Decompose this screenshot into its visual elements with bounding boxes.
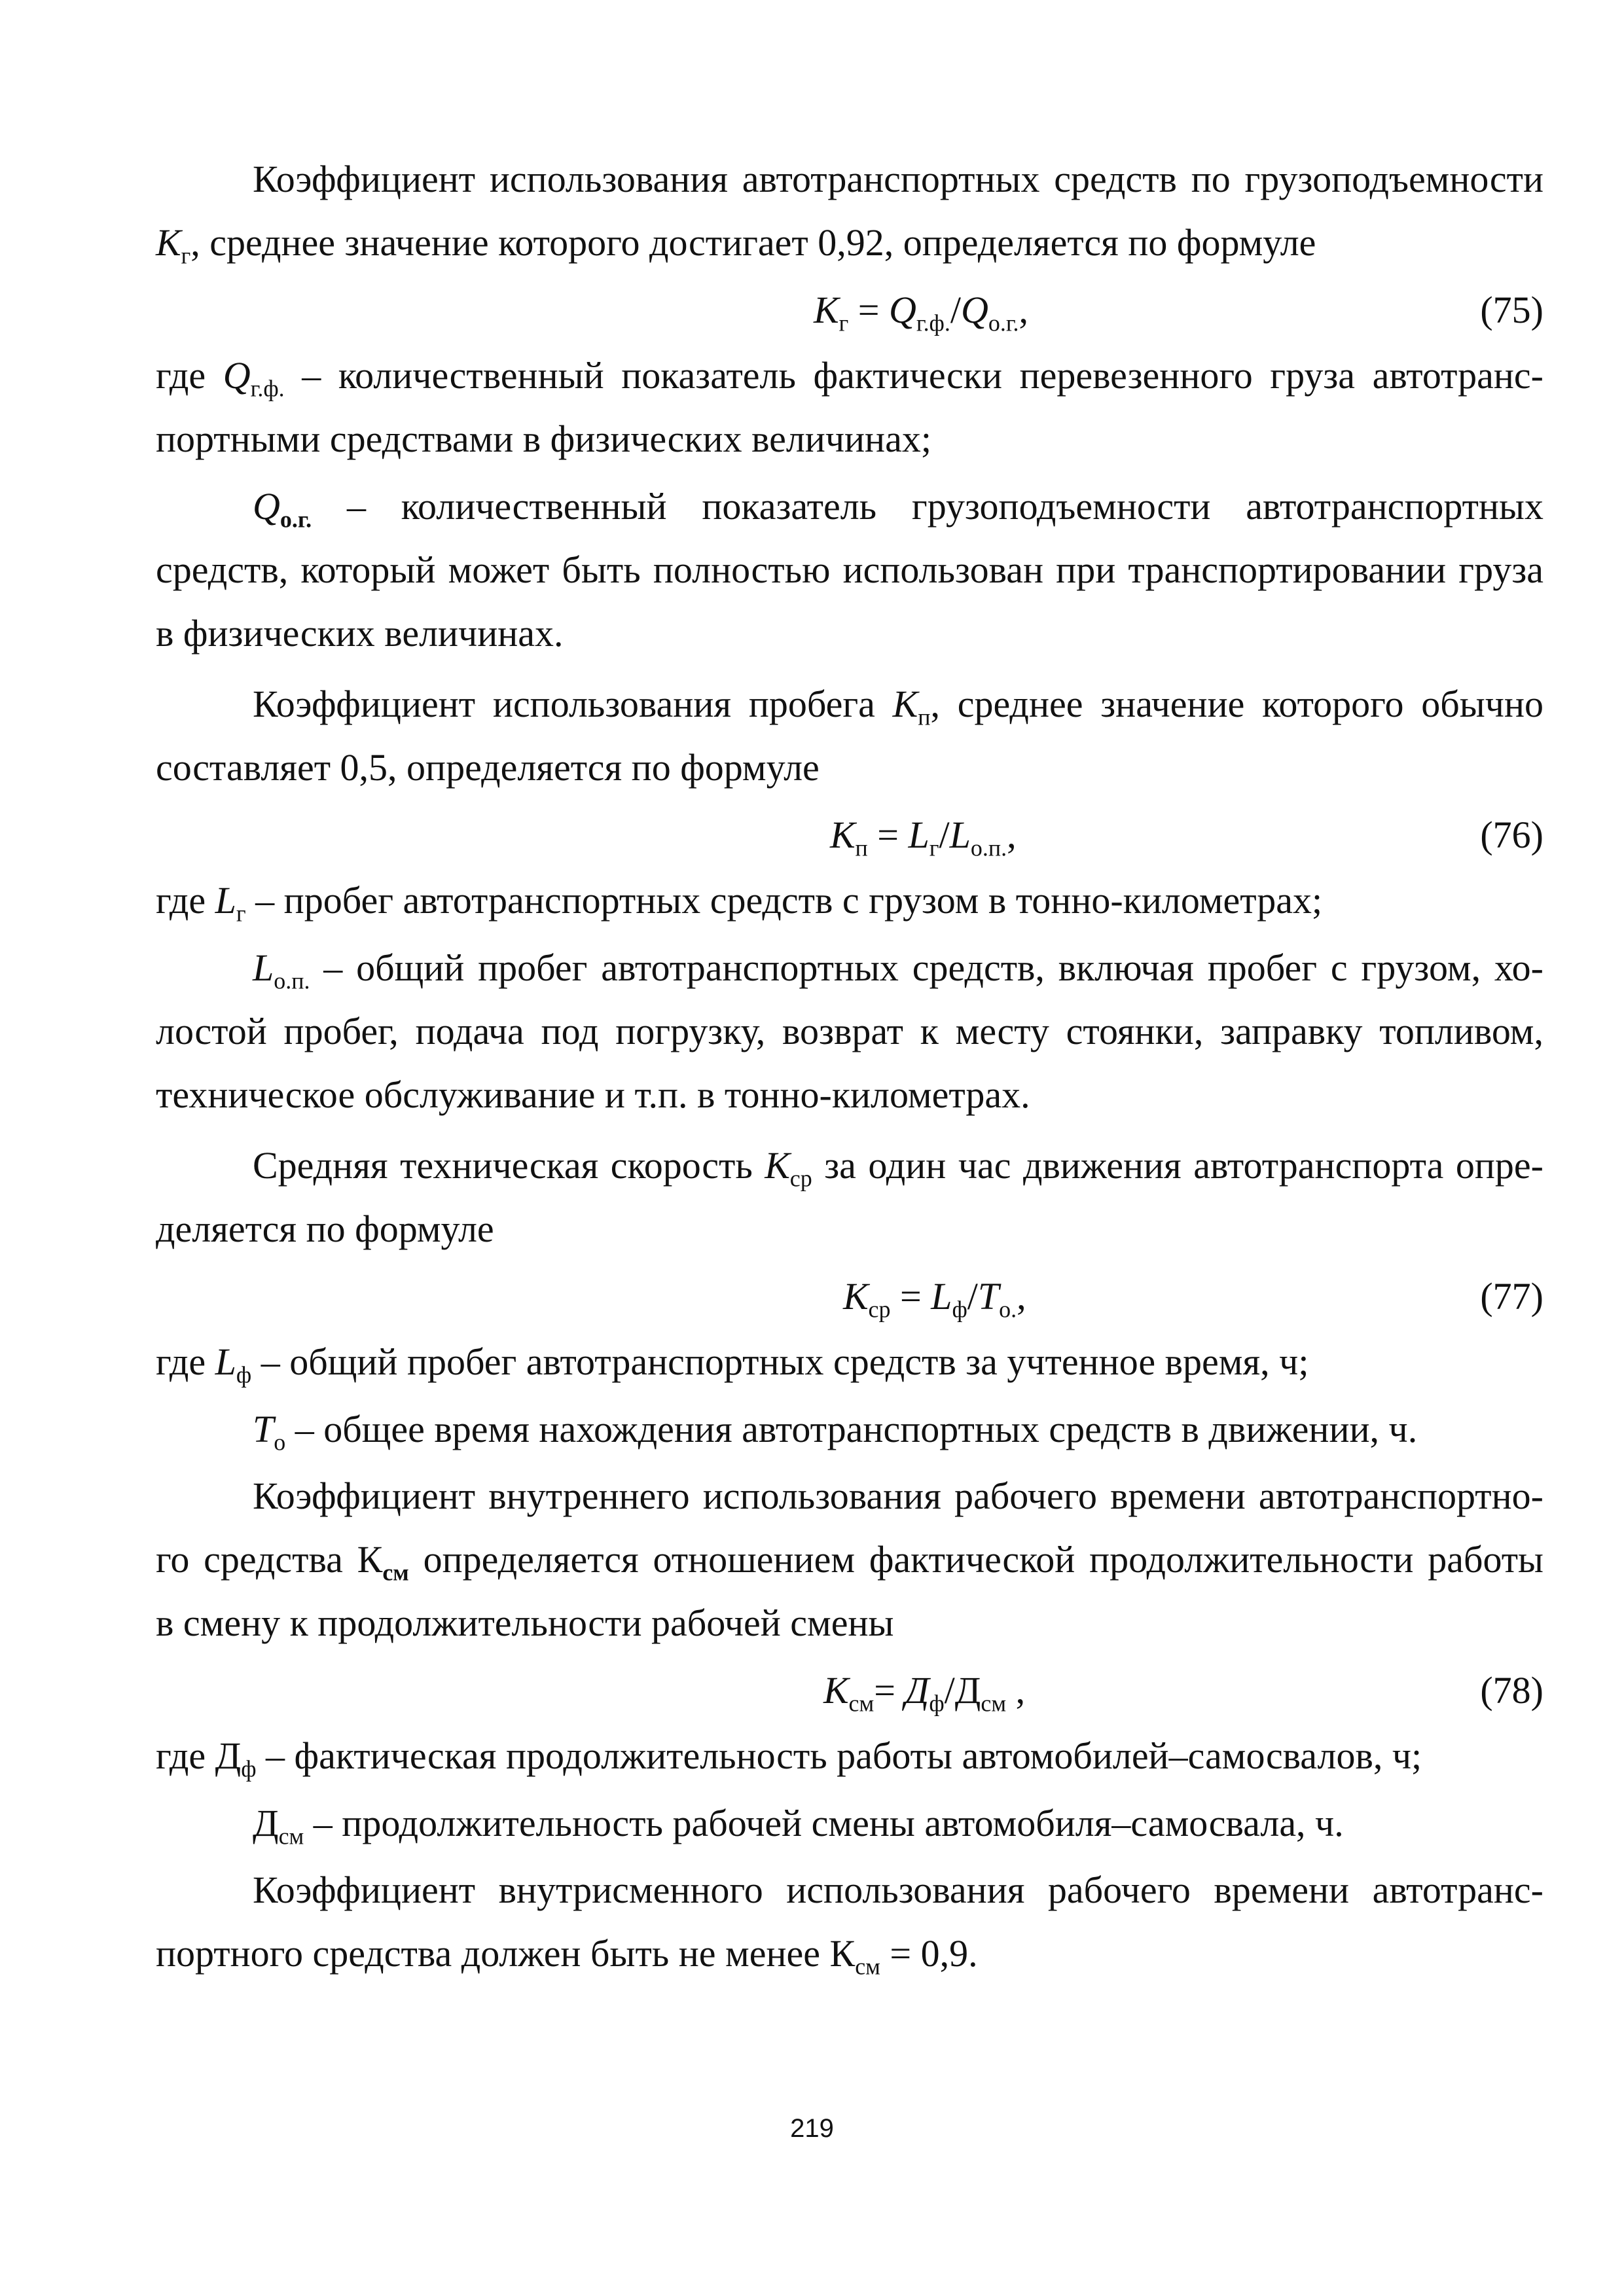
text: в смену к продолжительности рабочей смены — [156, 1602, 894, 1644]
paragraph-10-line-1 — [156, 1464, 1543, 1528]
paragraph-4-line-1 — [156, 672, 1543, 736]
subscript: ф — [241, 1755, 257, 1782]
paragraph-4-line-2 — [156, 736, 1543, 799]
operator: = — [848, 289, 889, 331]
text: – общее время нахождения автотранспортных средств в движении, ч. — [285, 1408, 1418, 1450]
subscript: ср — [868, 1296, 891, 1323]
text: где — [156, 354, 223, 397]
subscript: ф — [929, 1690, 945, 1717]
operator: / — [967, 1275, 978, 1318]
punctuation: , — [1007, 814, 1017, 856]
text: го средства К — [156, 1538, 383, 1581]
subscript: см — [278, 1823, 304, 1850]
formula-77 — [843, 1265, 1026, 1328]
operator: = — [890, 1275, 931, 1318]
text: Средняя техническая скорость — [253, 1144, 765, 1187]
formula-number-77: (77) — [1480, 1275, 1543, 1318]
text: где — [156, 879, 215, 922]
text: составляет 0,5, определяется по формуле — [156, 746, 820, 789]
subscript: г — [181, 242, 191, 269]
text: лостой пробег, подача под погрузку, возврат к месту стоянки, заправку топливом, — [156, 1010, 1543, 1052]
paragraph-6-line-2 — [156, 999, 1543, 1063]
symbol: К — [814, 289, 839, 331]
symbol: T — [253, 1408, 274, 1450]
subscript: о.п. — [970, 834, 1007, 861]
paragraph-6-line-1 — [156, 936, 1543, 999]
paragraph-5-line-1 — [156, 869, 1543, 932]
paragraph-12-line-1 — [156, 1791, 1543, 1855]
paragraph-13-line-1 — [156, 1858, 1543, 1922]
subscript: г — [929, 834, 939, 861]
paragraph-1-line-1 — [156, 147, 1543, 211]
formula-number-76: (76) — [1480, 814, 1543, 856]
symbol: К — [892, 683, 918, 725]
paragraph-3-line-2 — [156, 538, 1543, 601]
paragraph-8-line-1 — [156, 1330, 1543, 1393]
text: где — [156, 1340, 215, 1383]
formula-number-75: (75) — [1480, 289, 1543, 331]
text: за один час движения автотранспорта опре- — [812, 1144, 1543, 1187]
paragraph-2-line-1 — [156, 344, 1543, 407]
subscript: см — [848, 1690, 875, 1717]
symbol: Д — [215, 1734, 242, 1777]
subscript: ф — [952, 1296, 967, 1323]
symbol: Q — [960, 289, 988, 331]
paragraph-10-line-2 — [156, 1528, 1543, 1591]
symbol: L — [253, 946, 274, 989]
text: – общий пробег автотранспортных средств за учтенное время, ч; — [251, 1340, 1309, 1383]
symbol: L — [908, 814, 929, 856]
text: = 0,9. — [880, 1932, 978, 1975]
page-number: 219 — [790, 2114, 834, 2143]
symbol: T — [977, 1275, 1000, 1318]
text: техническое обслуживание и т.п. в тонно-километрах. — [156, 1073, 1030, 1116]
text: Коэффициент использования автотранспортных средств по грузоподъемности — [253, 158, 1543, 200]
text: в физических величинах. — [156, 612, 564, 655]
formula-75 — [814, 278, 1028, 342]
subscript: см — [382, 1559, 409, 1586]
text: – количественный показатель грузоподъемности автотранспортных — [312, 485, 1543, 528]
subscript: о — [274, 1429, 286, 1456]
symbol: L — [949, 814, 971, 856]
operator: / — [944, 1669, 955, 1712]
paragraph-10-line-3 — [156, 1591, 1543, 1655]
operator: / — [950, 289, 961, 331]
punctuation: , — [1019, 289, 1029, 331]
subscript: о.г. — [988, 310, 1019, 336]
paragraph-6-line-3 — [156, 1063, 1543, 1126]
operator: = — [874, 1669, 905, 1712]
symbol-k: К — [156, 221, 181, 264]
symbol: К — [823, 1669, 849, 1712]
text: определяется отношением фактической продолжительности работы — [408, 1538, 1544, 1581]
subscript: г — [236, 900, 246, 927]
paragraph-7-line-2 — [156, 1197, 1543, 1261]
text: – количественный показатель фактически перевезенного груза автотранс- — [284, 354, 1543, 397]
symbol: Q — [223, 354, 251, 397]
punctuation: , — [1006, 1669, 1026, 1712]
subscript: г.ф. — [916, 310, 950, 336]
subscript: п — [918, 704, 931, 730]
subscript: см — [981, 1690, 1007, 1717]
symbol: К — [765, 1144, 790, 1187]
subscript: г — [839, 310, 849, 336]
subscript: о. — [999, 1296, 1017, 1323]
formula-76 — [830, 803, 1017, 867]
paragraph-1-line-2 — [156, 211, 1543, 274]
text: Коэффициент внутреннего использования рабочего времени автотранспортно- — [253, 1475, 1543, 1517]
paragraph-7-line-1 — [156, 1134, 1543, 1197]
operator: = — [867, 814, 909, 856]
symbol: L — [931, 1275, 952, 1318]
symbol: L — [215, 1340, 236, 1383]
text: – пробег автотранспортных средств с грузом в тонно-километрах; — [245, 879, 1323, 922]
text: – фактическая продолжительность работы автомобилей–самосвалов, ч; — [256, 1734, 1422, 1777]
formula-number-78: (78) — [1480, 1669, 1543, 1712]
subscript: о.п. — [274, 967, 310, 994]
text: средств, который может быть полностью использован при транспортировании груза — [156, 548, 1543, 591]
subscript: п — [855, 834, 868, 861]
subscript: ср — [789, 1165, 812, 1192]
paragraph-11-line-1 — [156, 1724, 1543, 1787]
text: портного средства должен быть не менее К — [156, 1932, 856, 1975]
symbol: К — [830, 814, 856, 856]
text: Коэффициент внутрисменного использования рабочего времени автотранс- — [253, 1869, 1543, 1911]
symbol: Q — [888, 289, 916, 331]
paragraph-2-line-2 — [156, 407, 1543, 471]
paragraph-9-line-1 — [156, 1397, 1543, 1461]
text: портными средствами в физических величинах; — [156, 418, 931, 460]
symbol: L — [215, 879, 236, 922]
text: – общий пробег автотранспортных средств, включая пробег с грузом, хо- — [310, 946, 1543, 989]
text: деляется по формуле — [156, 1208, 494, 1250]
text: – продолжительность рабочей смены автомобиля–самосвала, ч. — [304, 1802, 1344, 1844]
symbol: Д — [954, 1669, 981, 1712]
operator: / — [939, 814, 950, 856]
subscript: о.г. — [280, 506, 312, 533]
paragraph-3-line-3 — [156, 601, 1543, 665]
paragraph-13-line-2 — [156, 1922, 1543, 1985]
text: , среднее значение которого обычно — [930, 683, 1543, 725]
symbol: Д — [905, 1669, 929, 1712]
symbol: К — [843, 1275, 869, 1318]
formula-78 — [823, 1659, 1025, 1722]
symbol: Q — [253, 485, 280, 528]
subscript: ф — [236, 1361, 252, 1388]
subscript: г.ф. — [250, 375, 285, 402]
text: Коэффициент использования пробега — [253, 683, 893, 725]
punctuation: , — [1017, 1275, 1026, 1318]
subscript: см — [855, 1953, 880, 1980]
symbol: Д — [253, 1802, 279, 1844]
text: где — [156, 1734, 215, 1777]
text: , среднее значение которого достигает 0,92, определяется по формуле — [190, 221, 1316, 264]
paragraph-3-line-1 — [156, 475, 1543, 538]
